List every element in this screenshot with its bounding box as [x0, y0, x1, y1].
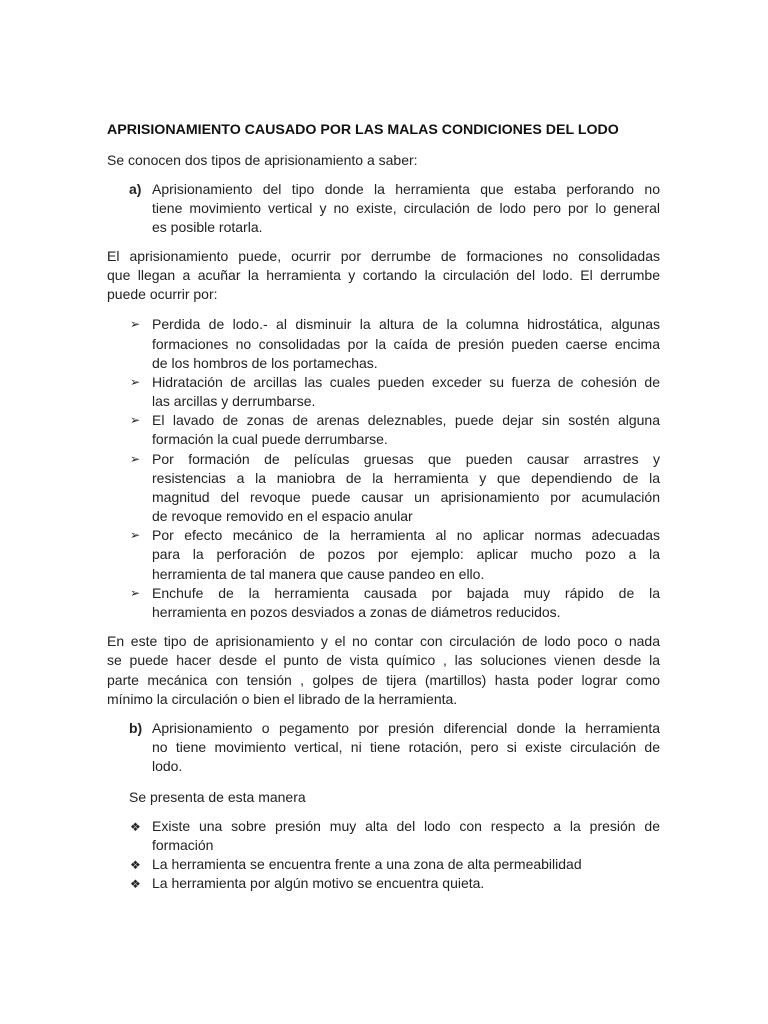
list-item-line: las arcillas y derrumbarse.: [152, 393, 316, 409]
page-title: APRISIONAMIENTO CAUSADO POR LAS MALAS CONDICIONES DEL LODO: [107, 122, 619, 138]
paragraph-line: mínimo la circulación o bien el librado de la herramienta.: [107, 691, 458, 707]
arrow-bullet-icon: ➢: [130, 452, 141, 466]
paragraph-line: En este tipo de aprisionamiento y el no contar con circulación de lodo poco o nada: [107, 633, 660, 649]
list-item-line: formación: [152, 837, 214, 853]
presenta-text: Se presenta de esta manera: [129, 789, 306, 805]
paragraph-line: parte mecánica con tensión , golpes de tijera (martillos) hasta poder lograr como: [107, 672, 660, 688]
paragraph-line: que llegan a acuñar la herramienta y cortando la circulación del lodo. El derrumbe: [107, 267, 660, 283]
intro-text: Se conocen dos tipos de aprisionamiento a saber:: [107, 152, 418, 168]
diamond-bullet-icon: ❖: [130, 858, 141, 872]
list-item-line: Por efecto mecánico de la herramienta al no aplicar normas adecuadas: [152, 527, 660, 543]
list-item-line: El lavado de zonas de arenas deleznables, puede dejar sin sostén alguna: [152, 412, 660, 428]
list-item-line: formaciones no consolidadas por la caída de presión pueden caerse encima: [152, 336, 660, 352]
list-item-line: Hidratación de arcillas las cuales pueden exceder su fuerza de cohesión de: [152, 374, 660, 390]
item-a-line: es posible rotarla.: [152, 219, 263, 235]
arrow-bullet-icon: ➢: [130, 375, 141, 389]
list-item-line: formación la cual puede derrumbarse.: [152, 431, 388, 447]
list-item-line: para la perforación de pozos por ejemplo: aplicar mucho pozo a la: [152, 546, 660, 562]
list-item-line: de los hombros de los portamechas.: [152, 355, 378, 371]
paragraph-line: El aprisionamiento puede, ocurrir por derrumbe de formaciones no consolidadas: [107, 248, 660, 264]
item-a-line: tiene movimiento vertical y no existe, circulación de lodo pero por lo general: [152, 200, 660, 216]
arrow-bullet-icon: ➢: [130, 413, 141, 427]
diamond-bullet-icon: ❖: [130, 820, 141, 834]
paragraph-line: se puede hacer desde el punto de vista químico , las soluciones vienen desde la: [107, 652, 660, 668]
list-item-line: de revoque removido en el espacio anular: [152, 508, 413, 524]
arrow-bullet-icon: ➢: [130, 586, 141, 600]
item-b-line: lodo.: [152, 758, 183, 774]
item-b-line: no tiene movimiento vertical, ni tiene rotación, pero si existe circulación de: [152, 739, 660, 755]
list-item-line: Por formación de películas gruesas que pueden causar arrastres y: [152, 451, 660, 467]
list-item-line: Enchufe de la herramienta causada por bajada muy rápido de la: [152, 585, 660, 601]
item-a-line: Aprisionamiento del tipo donde la herramienta que estaba perforando no: [152, 181, 660, 197]
item-b-label: b): [129, 720, 143, 736]
list-item-line: magnitud del revoque puede causar un aprisionamiento por acumulación: [152, 489, 660, 505]
list-item-line: La herramienta se encuentra frente a una zona de alta permeabilidad: [152, 856, 582, 872]
list-item-line: Perdida de lodo.- al disminuir la altura de la columna hidrostática, algunas: [152, 316, 660, 332]
list-item-line: Existe una sobre presión muy alta del lodo con respecto a la presión de: [152, 818, 660, 834]
item-a-label: a): [129, 181, 142, 197]
arrow-bullet-icon: ➢: [130, 528, 141, 542]
arrow-bullet-icon: ➢: [130, 317, 141, 331]
list-item-line: La herramienta por algún motivo se encuentra quieta.: [152, 875, 485, 891]
list-item-line: resistencias a la maniobra de la herramienta y que dependiendo de la: [152, 470, 660, 486]
diamond-bullet-icon: ❖: [130, 877, 141, 891]
item-b-line: Aprisionamiento o pegamento por presión diferencial donde la herramienta: [152, 720, 660, 736]
paragraph-line: puede ocurrir por:: [107, 286, 218, 302]
list-item-line: herramienta de tal manera que cause pandeo en ello.: [152, 566, 485, 582]
list-item-line: herramienta en pozos desviados a zonas de diámetros reducidos.: [152, 604, 561, 620]
